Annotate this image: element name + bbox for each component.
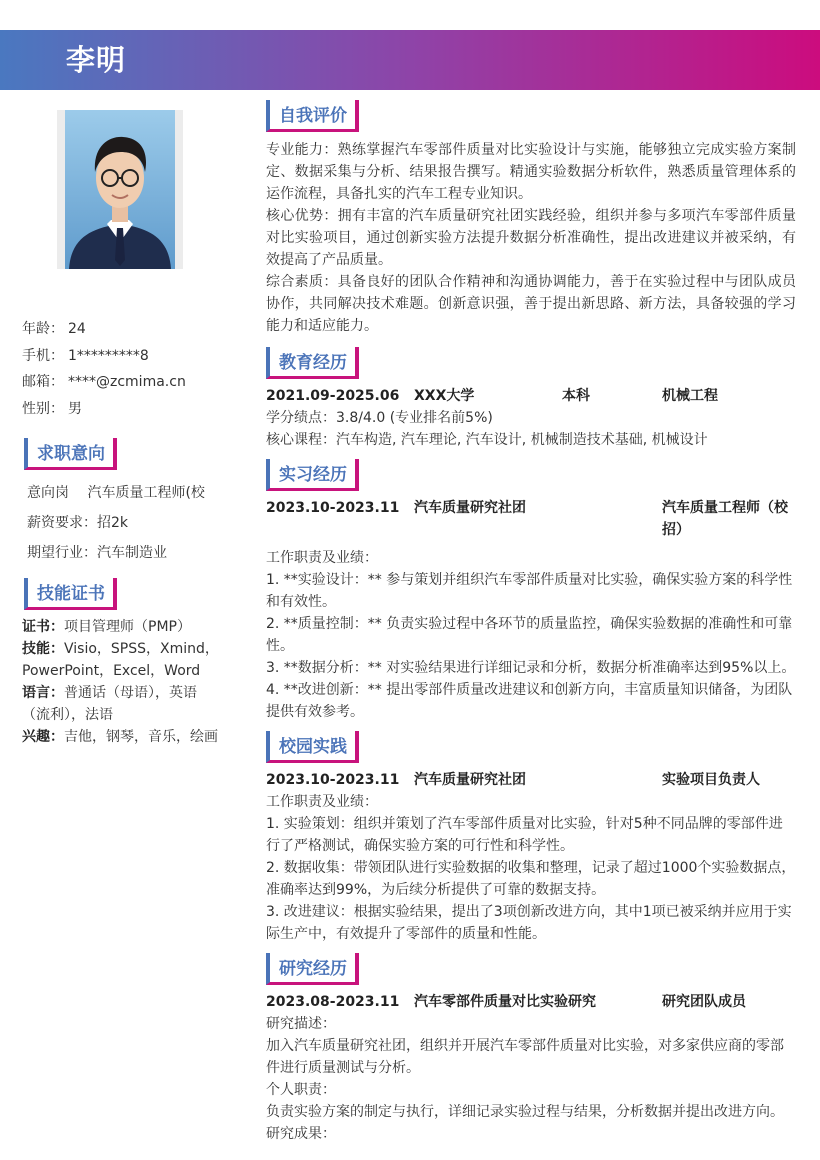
skill-value: 项目管理师（PMP） bbox=[64, 619, 191, 635]
section-title-internship: 实习经历 bbox=[266, 459, 359, 491]
section-title-skills: 技能证书 bbox=[24, 578, 117, 610]
skills-list bbox=[22, 616, 222, 748]
internship-line: 工作职责及业绩： bbox=[266, 550, 378, 566]
internship-role: 汽车质量工程师（校招） bbox=[662, 500, 788, 538]
education-school: XXX大学 bbox=[414, 388, 475, 404]
skill-language bbox=[22, 682, 222, 726]
intent-industry: 期望行业：汽车制造业 bbox=[27, 545, 167, 561]
section-title-self-eval: 自我评价 bbox=[266, 100, 359, 132]
education-header-row bbox=[266, 385, 796, 407]
campus-date: 2023.10-2023.11 bbox=[266, 772, 400, 788]
left-column bbox=[22, 316, 222, 748]
education-line: 核心课程：汽车构造, 汽车理论, 汽车设计, 机械制造技术基础, 机械设计 bbox=[266, 432, 708, 448]
profile-info bbox=[22, 316, 222, 422]
info-phone bbox=[22, 343, 222, 370]
research-line: 负责实验方案的制定与执行，详细记录实验过程与结果，分析数据并提出改进方向。 bbox=[266, 1104, 784, 1120]
campus-line: 工作职责及业绩： bbox=[266, 794, 378, 810]
education-line: 学分绩点：3.8/4.0 (专业排名前5%) bbox=[266, 410, 493, 426]
section-title-intent: 求职意向 bbox=[24, 438, 117, 470]
campus-org: 汽车质量研究社团 bbox=[414, 772, 526, 788]
research-line: 研究描述： bbox=[266, 1016, 336, 1032]
profile-photo bbox=[57, 110, 183, 269]
info-label: 年龄： bbox=[22, 321, 64, 337]
internship-line: 1. **实验设计：** 参与策划并组织汽车零部件质量对比实验，确保实验方案的科学性和有效性。 bbox=[266, 572, 793, 610]
research-date: 2023.08-2023.11 bbox=[266, 994, 400, 1010]
skill-certificate bbox=[22, 616, 222, 638]
info-label: 邮箱： bbox=[22, 374, 64, 390]
research-org: 汽车零部件质量对比实验研究 bbox=[414, 994, 596, 1010]
info-gender bbox=[22, 396, 222, 423]
info-value: 男 bbox=[68, 400, 82, 417]
education-degree: 本科 bbox=[562, 388, 590, 404]
intent-salary: 薪资要求：招2k bbox=[27, 515, 129, 531]
campus-role: 实验项目负责人 bbox=[662, 772, 760, 788]
section-title-education: 教育经历 bbox=[266, 347, 359, 379]
research-line: 加入汽车质量研究社团，组织并开展汽车零部件质量对比实验，对多家供应商的零部件进行质量测试与分析。 bbox=[266, 1038, 784, 1076]
skill-key: 语言： bbox=[22, 685, 64, 701]
internship-line: 4. **改进创新：** 提出零部件质量改进建议和创新方向，丰富质量知识储备，为团队提供有效参考。 bbox=[266, 682, 793, 720]
header-banner bbox=[0, 30, 820, 90]
info-value: 24 bbox=[68, 321, 86, 337]
research-role: 研究团队成员 bbox=[662, 994, 746, 1010]
info-label: 性别： bbox=[22, 400, 64, 417]
info-label: 手机： bbox=[22, 347, 64, 364]
skill-hobby bbox=[22, 726, 222, 748]
education-date: 2021.09-2025.06 bbox=[266, 388, 400, 404]
info-value: ****@zcmima.cn bbox=[68, 374, 186, 390]
info-value: 1*********8 bbox=[68, 347, 149, 364]
campus-line: 1. 实验策划：组织并策划了汽车零部件质量对比实验，针对5种不同品牌的零部件进行了严格测试，确保实验方案的可行性和科学性。 bbox=[266, 816, 783, 854]
self-eval-paragraph: 专业能力：熟练掌握汽车零部件质量对比实验设计与实施，能够独立完成实验方案制定、数据采集与分析、结果报告撰写。精通实验数据分析软件，熟悉质量管理体系的运作流程，具备扎实的汽车工程专业知识。 bbox=[266, 142, 796, 202]
research-header-row bbox=[266, 991, 796, 1013]
section-title-campus: 校园实践 bbox=[266, 731, 359, 763]
campus-line: 3. 改进建议：根据实验结果，提出了3项创新改进方向，其中1项已被采纳并应用于实际生产中，有效提升了零部件的质量和性能。 bbox=[266, 904, 792, 942]
info-email bbox=[22, 369, 222, 396]
skill-key: 兴趣： bbox=[22, 729, 64, 745]
research-line: 研究成果： bbox=[266, 1126, 336, 1142]
campus-line: 2. 数据收集：带领团队进行实验数据的收集和整理，记录了超过1000个实验数据点，准确率达到99%，为后续分析提供了可靠的数据支持。 bbox=[266, 860, 796, 898]
self-eval-paragraph: 核心优势：拥有丰富的汽车质量研究社团实践经验，组织并参与多项汽车零部件质量对比实验项目，通过创新实验方法提升数据分析准确性，提出改进建议并被采纳，有效提高了产品质量。 bbox=[266, 208, 796, 268]
spacer bbox=[562, 769, 662, 791]
right-column bbox=[266, 100, 796, 1145]
intent-position: 意向岗 汽车质量工程师(校 bbox=[27, 485, 205, 501]
skill-value: 吉他，钢琴，音乐，绘画 bbox=[64, 729, 218, 745]
section-title-research: 研究经历 bbox=[266, 953, 359, 985]
skill-key: 证书： bbox=[22, 619, 64, 635]
internship-date: 2023.10-2023.11 bbox=[266, 500, 400, 516]
candidate-name: 李明 bbox=[66, 43, 127, 77]
skill-tools bbox=[22, 638, 222, 682]
campus-header-row bbox=[266, 769, 796, 791]
info-age bbox=[22, 316, 222, 343]
skill-value: 普通话（母语），英语（流利），法语 bbox=[22, 685, 197, 723]
research-line: 个人职责： bbox=[266, 1082, 336, 1098]
spacer bbox=[562, 497, 662, 541]
internship-line: 2. **质量控制：** 负责实验过程中各环节的质量监控，确保实验数据的准确性和可靠性。 bbox=[266, 616, 793, 654]
internship-header-row bbox=[266, 497, 796, 541]
self-eval-paragraph: 综合素质：具备良好的团队合作精神和沟通协调能力，善于在实验过程中与团队成员协作，共同解决技术难题。创新意识强，善于提出新思路、新方法，具备较强的学习能力和适应能力。 bbox=[266, 274, 796, 334]
internship-org: 汽车质量研究社团 bbox=[414, 500, 526, 516]
skill-value: Visio，SPSS，Xmind，PowerPoint，Excel，Word bbox=[22, 641, 219, 679]
internship-line: 3. **数据分析：** 对实验结果进行详细记录和分析，数据分析准确率达到95%以上。 bbox=[266, 660, 796, 676]
skill-key: 技能： bbox=[22, 641, 64, 657]
education-major: 机械工程 bbox=[662, 388, 718, 404]
